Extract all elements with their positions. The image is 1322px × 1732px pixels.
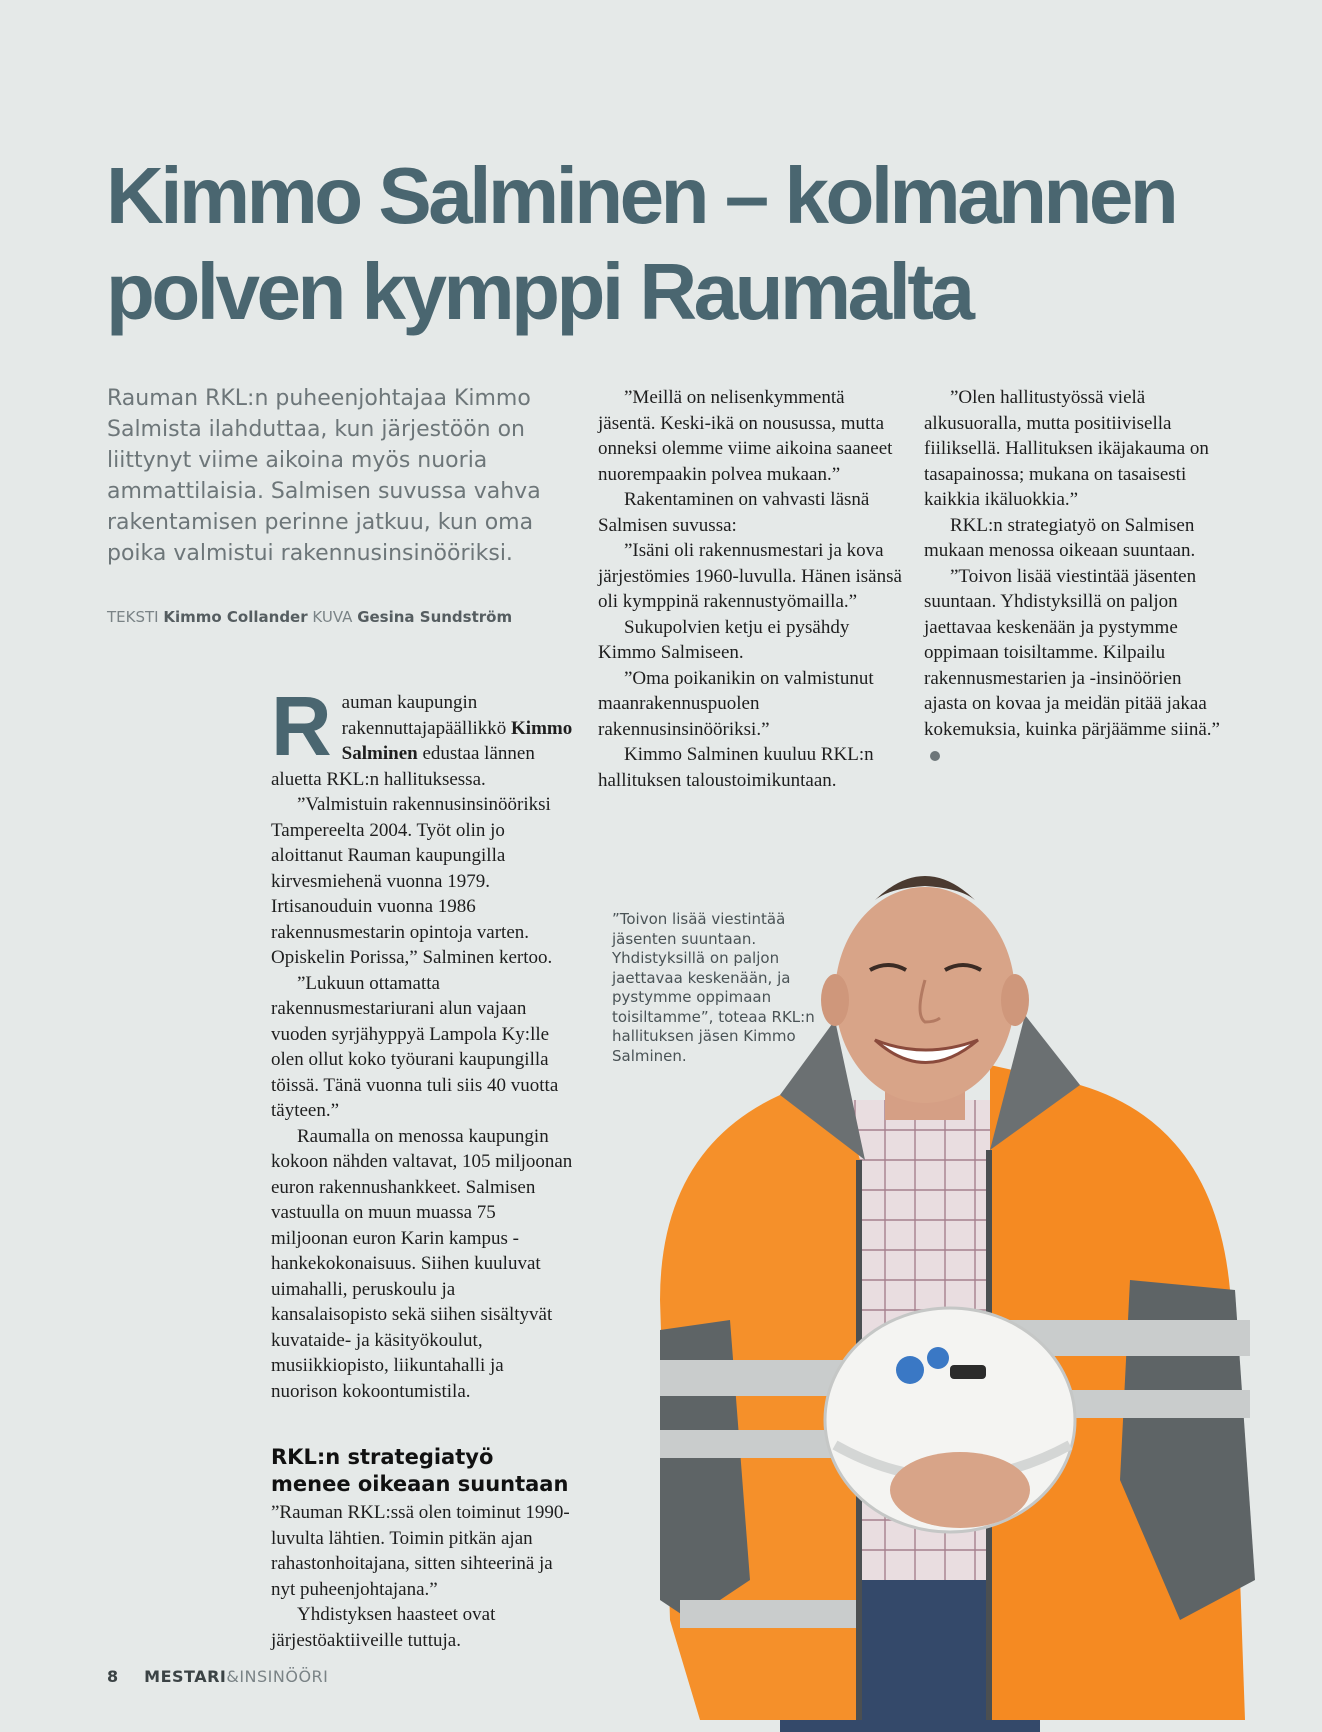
body-column-2 xyxy=(598,385,903,793)
body-paragraph-2: ”Valmistuin rakennusinsinööriksi Tampereelta 2004. Työt olin jo aloittanut Rauman kaupungilla kirvesmiehenä vuonna 1979. Irtisanouduin vuonna 1986 rakennusmestarin opintoja varten. Opiskelin Porissa,” Salminen kertoo. xyxy=(271,794,553,968)
byline xyxy=(107,608,512,626)
p15-text: ”Toivon lisää viestintää jäsenten suuntaan. Yhdistyksillä on paljon jaettavaa keskenään ja pystymme oppimaan toisiltamme. Kilpailu rakennusmestarien ja -insinöörien ajasta on kovaa ja meidän pitää jakaa kokemuksia, kuinka pärjäämme siinä.” xyxy=(924,565,1220,740)
body-paragraph-10: Sukupolvien ketju ei pysähdy Kimmo Salmiseen. xyxy=(598,616,850,663)
body-paragraph-13: ”Olen hallitustyössä vielä alkusuoralla, mutta positiivisella fiiliksellä. Hallituksen ikäjakauma on tasapainossa; mukana on tasaisesti kaikkia ikäluokkia.” xyxy=(924,387,1209,510)
magazine-name-light: &INSINÖÖRI xyxy=(226,1667,329,1686)
byline-text-label: TEKSTI xyxy=(107,608,159,626)
subheading: RKL:n strategiatyö menee oikeaan suuntaan xyxy=(271,1445,569,1496)
man-in-hi-vis-jacket-photo-icon xyxy=(660,860,1260,1732)
body-paragraph-9: ”Isäni oli rakennusmestari ja kova järjestömies 1960-luvulla. Hänen isänsä oli kymppinä rakennustyömailla.” xyxy=(598,540,902,612)
drop-cap: R xyxy=(271,679,332,773)
byline-photo-label: KUVA xyxy=(312,608,353,626)
body-paragraph-12: Kimmo Salminen kuuluu RKL:n hallituksen taloustoimikuntaan. xyxy=(598,744,874,791)
body-paragraph-14: RKL:n strategiatyö on Salmisen mukaan menossa oikeaan suuntaan. xyxy=(924,514,1196,561)
body-paragraph-4: Raumalla on menossa kaupungin kokoon nähden valtavat, 105 miljoonan euron rakennushankkeet. Salmisen vastuulla on muun muassa 75 miljoonan euron Karin kampus -hankekokonaisuus. Siihen kuuluvat uimahalli, peruskoulu ja kansalaisopisto sekä siihen sisältyvät kuvataide- ja käsityökoulut, musiikkiopisto, liikuntahalli ja nuorison kokoontumistila. xyxy=(271,1125,573,1402)
body-paragraph-8: Rakentaminen on vahvasti läsnä Salmisen suvussa: xyxy=(598,489,870,536)
body-paragraph-11: ”Oma poikanikin on valmistunut maanrakennuspuolen rakennusinsinööriksi.” xyxy=(598,667,874,740)
body-paragraph-3: ”Lukuun ottamatta rakennusmestariurani alun vajaan vuoden syrjähyppyä Lampola Ky:lle olen ollut koko työurani kaupungilla töissä. Tänä vuonna tuli siis 40 vuotta täyteen.” xyxy=(271,972,559,1121)
body-paragraph-6: Yhdistyksen haasteet ovat järjestöaktiiveille tuttuja. xyxy=(271,1604,496,1651)
body-column-1 xyxy=(271,679,573,1653)
magazine-name-bold: MESTARI xyxy=(144,1667,227,1686)
page-number: 8 xyxy=(107,1667,119,1686)
body-paragraph-1 xyxy=(271,679,573,792)
bullet-dot-icon xyxy=(930,751,940,761)
page-footer xyxy=(107,1667,328,1686)
article-headline: Kimmo Salminen – kolmannen polven kymppi Raumalta xyxy=(106,151,1176,336)
body-paragraph-15 xyxy=(924,564,1229,768)
byline-author: Kimmo Collander xyxy=(163,608,308,626)
body-paragraph-7: ”Meillä on nelisenkymmentä jäsentä. Keski-ikä on nousussa, mutta onneksi olemme viime aikoina saaneet nuorempaakin polvea mukaan.” xyxy=(598,387,893,485)
p1-start: auman kaupungin rakennuttajapäällikkö xyxy=(341,692,512,739)
p1-end: edustaa lännen aluetta RKL:n hallituksessa. xyxy=(271,743,535,790)
article-lead: Rauman RKL:n puheenjohtajaa Kimmo Salmista ilahduttaa, kun järjestöön on liittynyt viime aikoina myös nuoria ammattilaisia. Salmisen suvussa vahva rakentamisen perinne jatkuu, kun oma poika valmistui rakennusinsinööriksi. xyxy=(107,386,541,566)
byline-photographer: Gesina Sundström xyxy=(357,608,513,626)
body-paragraph-5: ”Rauman RKL:ssä olen toiminut 1990-luvulta lähtien. Toimin pitkän ajan rahastonhoitajana, sitten sihteerinä ja nyt puheenjohtajana.” xyxy=(271,1502,570,1600)
body-column-3 xyxy=(924,385,1229,768)
photo-caption: ”Toivon lisää viestintää jäsenten suuntaan. Yhdistyksillä on paljon jaettavaa keskenään, ja pystymme oppimaan toisiltamme”, toteaa RKL:n hallituksen jäsen Kimmo Salminen. xyxy=(612,910,815,1065)
p1-bold-name: Kimmo Salminen xyxy=(341,717,573,764)
